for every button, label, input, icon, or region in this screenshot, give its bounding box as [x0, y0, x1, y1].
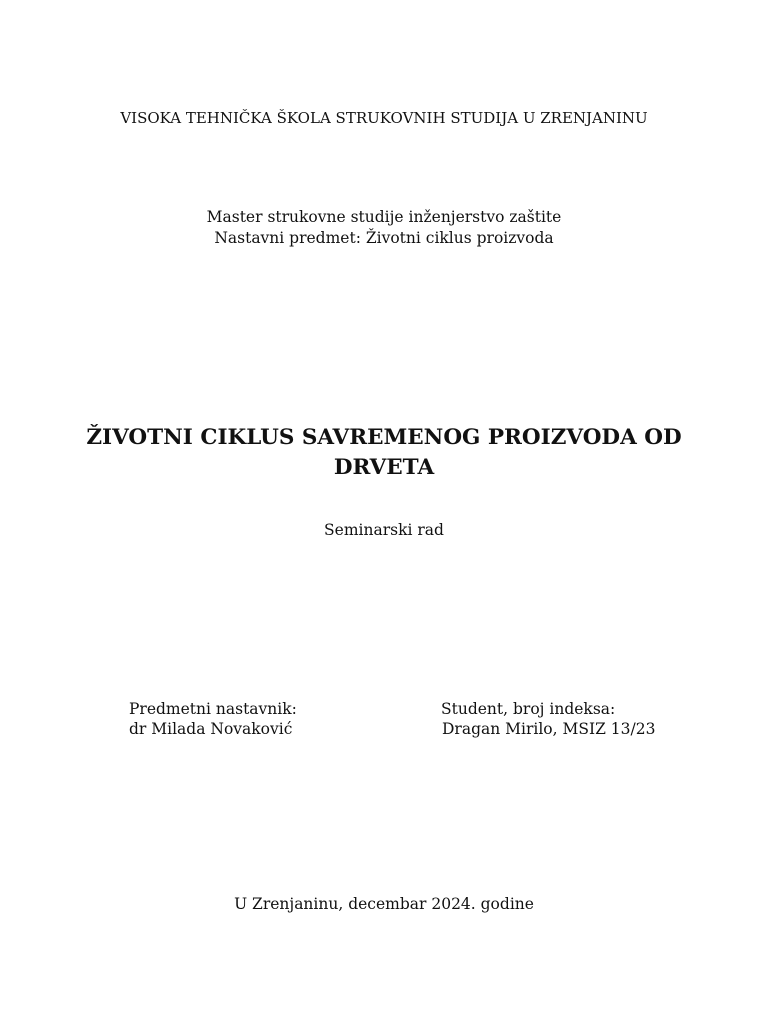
- student-label: Student, broj indeksa:: [441, 700, 616, 718]
- teacher-name: dr Milada Novaković: [129, 720, 293, 738]
- student-block: [441, 699, 655, 739]
- teacher-label: Predmetni nastavnik:: [129, 700, 297, 718]
- teacher-block: [129, 699, 297, 739]
- title-line-1: ŽIVOTNI CIKLUS SAVREMENOG PROIZVODA OD: [86, 425, 682, 450]
- student-name: Dragan Mirilo, MSIZ 13/23: [442, 720, 656, 738]
- course-name: Nastavni predmet: Životni ciklus proizvoda: [214, 229, 554, 247]
- document-subtitle: Seminarski rad: [324, 521, 444, 539]
- title-line-2: DRVETA: [333, 455, 435, 480]
- document-title: [64, 423, 704, 483]
- institution-name: VISOKA TEHNIČKA ŠKOLA STRUKOVNIH STUDIJA U ZRENJANINU: [120, 109, 648, 127]
- place-date: U Zrenjaninu, decembar 2024. godine: [234, 895, 534, 913]
- study-program: Master strukovne studije inženjerstvo zaštite: [206, 208, 562, 226]
